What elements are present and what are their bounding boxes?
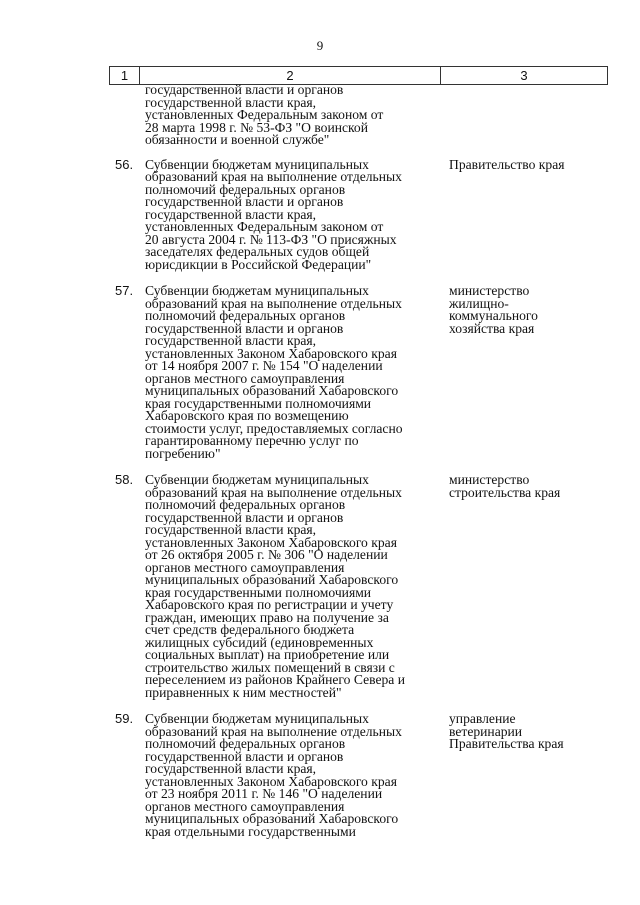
row-number: 59. [115,711,134,726]
column-header-3: 3 [520,68,528,83]
row-organization: управление ветеринарии Правительства края [449,711,564,751]
row-organization: министерство жилищно- коммунального хозяйства края [449,283,538,336]
column-header-1: 1 [110,67,140,84]
row-description: государственной власти и органов государственной власти края, установленных Федеральным законом от 28 марта 1998 г. № 53-ФЗ "О воинской обязанности и военной службе" [145,82,384,147]
table-row [0,285,640,460]
row-description: Субвенции бюджетам муниципальных образований края на выполнение отдельных полномочий федеральных органов государственной власти и органов государственной власти края, установленных Федеральным законом от 20 августа 2004 г. № 113-ФЗ "О присяжных заседателях федеральных судов общей юрисдикции в Российской Федерации" [145,156,402,272]
row-organization: Правительство края [449,156,565,172]
row-organization [449,84,589,147]
row-description: Субвенции бюджетам муниципальных образований края на выполнение отдельных полномочий федеральных органов государственной власти и органов государственной власти края, установленных Законом Хабаровского края от 23 ноября 2011 г. № 146 "О наделении органов местного самоуправления муниципальных образований Хабаровского края отдельными государственными [145,711,402,839]
row-description: Субвенции бюджетам муниципальных образований края на выполнение отдельных полномочий федеральных органов государственной власти и органов государственной власти края, установленных Законом Хабаровского края от 26 октября 2005 г. № 306 "О наделении органов местного самоуправления муниципальных образований Хабаровского края государственными полномочиями Хабаровского края по регистрации и учету граждан, имеющих право на получение за счет средств федерального бюджета жилищных субсидий (единовременных социальных выплат) на приобретение или строительство жилых помещений в связи с переселением из районов Крайнего Севера и приравненных к ним местностей" [145,472,406,700]
row-organization: министерство строительства края [449,472,561,500]
table-row-continuation [0,84,640,147]
page-number: 9 [316,38,324,53]
table-body [0,84,640,852]
row-number: 58. [115,472,134,487]
row-number [0,84,145,147]
table-row [0,713,640,838]
table-row [0,156,640,272]
row-number: 56. [115,156,134,172]
row-description: Субвенции бюджетам муниципальных образований края на выполнение отдельных полномочий федеральных органов государственной власти и органов государственной власти края, установленных Законом Хабаровского края от 14 ноября 2007 г. № 154 "О наделении органов местного самоуправления муниципальных образований Хабаровского края государственными полномочиями Хабаровского края по возмещению стоимости услуг, предоставляемых согласно гарантированному перечню услуг по погребению" [145,283,403,461]
row-number: 57. [115,283,134,298]
table-row [0,474,640,699]
column-header-2: 2 [140,67,441,84]
